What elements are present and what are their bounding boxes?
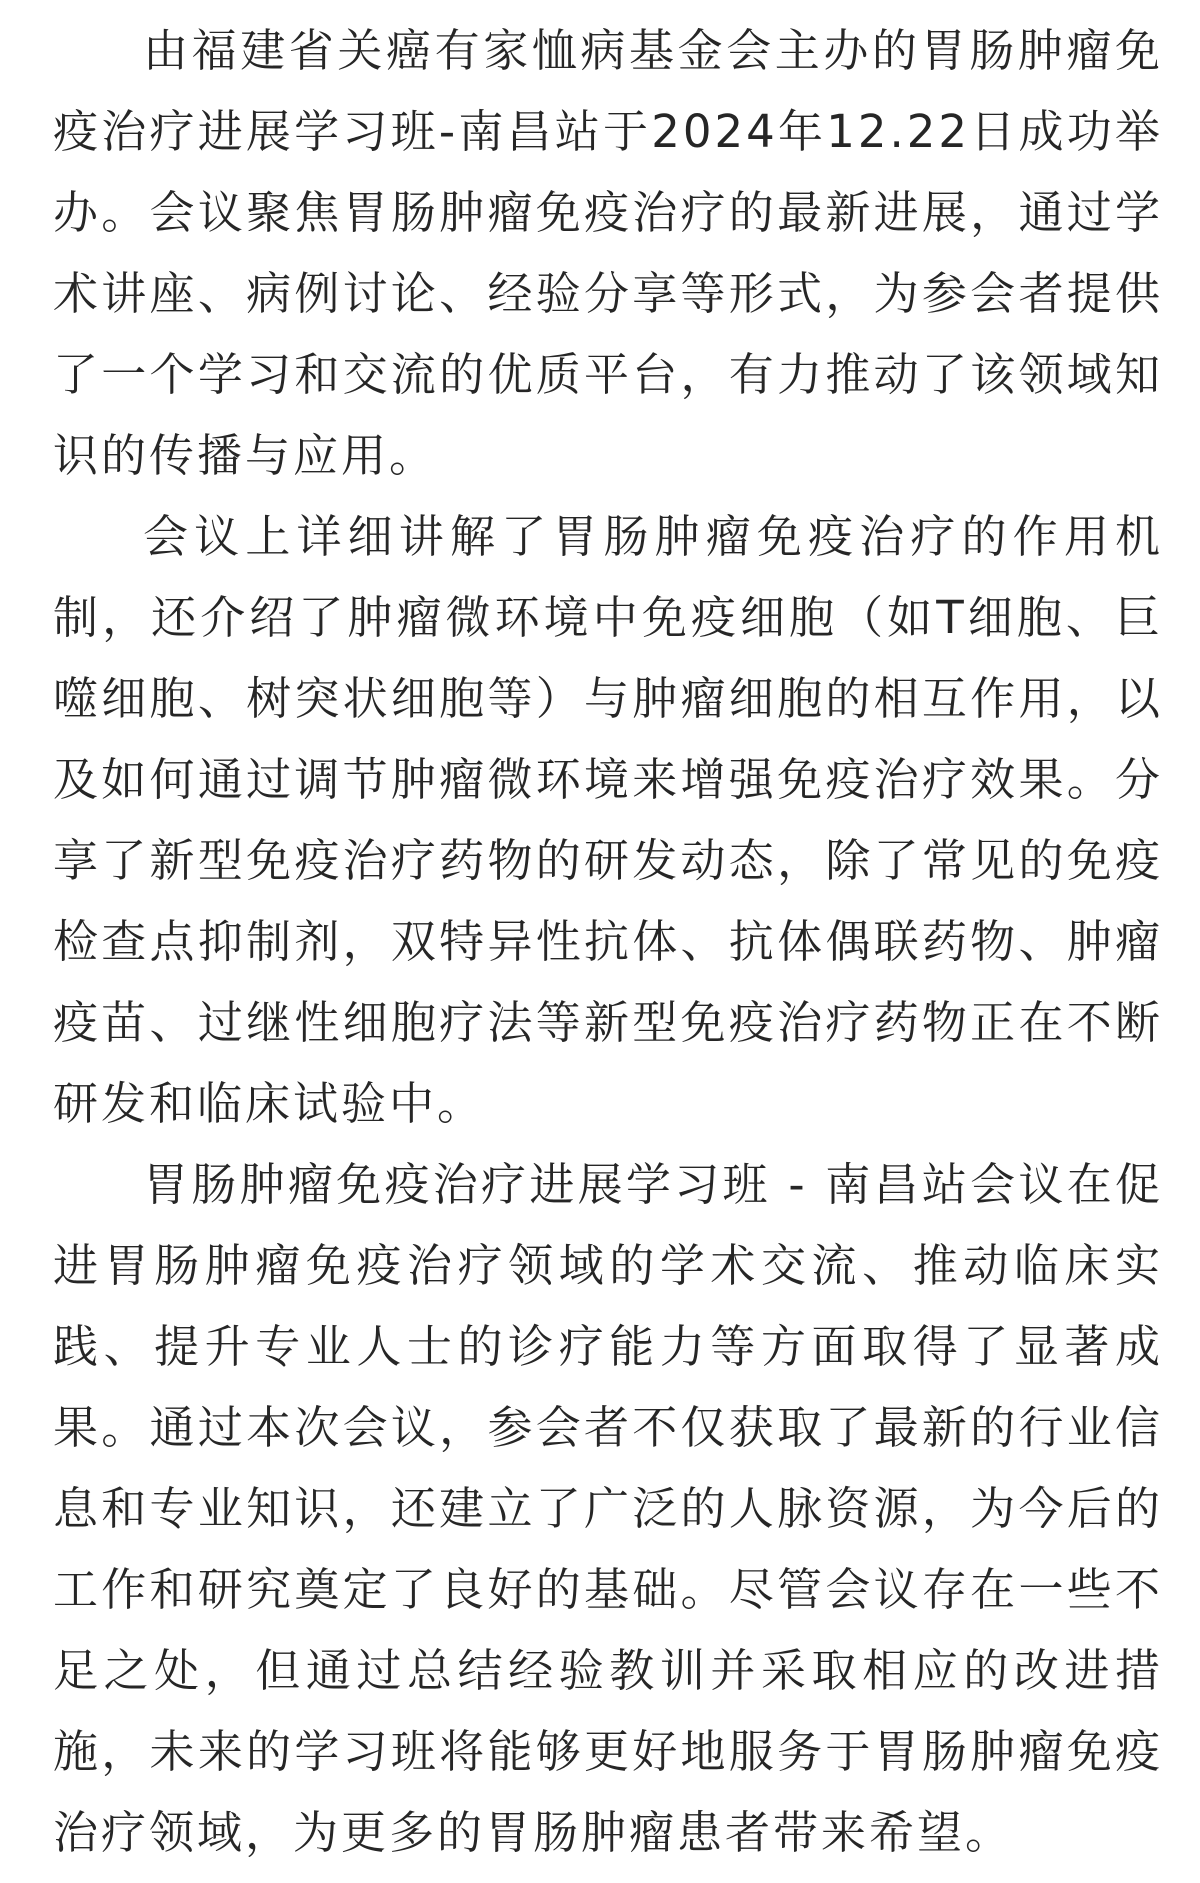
paragraph-mechanism-details: 会议上详细讲解了胃肠肿瘤免疫治疗的作用机制，还介绍了肿瘤微环境中免疫细胞（如T细胞、巨噬细胞、树突状细胞等）与肿瘤细胞的相互作用，以及如何通过调节肿瘤微环境来增强免疫治疗效果。分享了新型免疫治疗药物的研发动态，除了常见的免疫检查点抑制剂，双特异性抗体、抗体偶联药物、肿瘤疫苗、过继性细胞疗法等新型免疫治疗药物正在不断研发和临床试验中。 <box>53 510 1163 1130</box>
paragraph-event-summary: 由福建省关癌有家恤病基金会主办的胃肠肿瘤免疫治疗进展学习班-南昌站于2024年12.22日成功举办。会议聚焦胃肠肿瘤免疫治疗的最新进展，通过学术讲座、病例讨论、经验分享等形式，为参会者提供了一个学习和交流的优质平台，有力推动了该领域知识的传播与应用。 <box>53 24 1163 482</box>
article-body <box>53 10 1163 1873</box>
paragraph-outcomes: 胃肠肿瘤免疫治疗进展学习班 - 南昌站会议在促进胃肠肿瘤免疫治疗领域的学术交流、推动临床实践、提升专业人士的诊疗能力等方面取得了显著成果。通过本次会议，参会者不仅获取了最新的行业信息和专业知识，还建立了广泛的人脉资源，为今后的工作和研究奠定了良好的基础。尽管会议存在一些不足之处，但通过总结经验教训并采取相应的改进措施，未来的学习班将能够更好地服务于胃肠肿瘤免疫治疗领域，为更多的胃肠肿瘤患者带来希望。 <box>53 1158 1163 1859</box>
